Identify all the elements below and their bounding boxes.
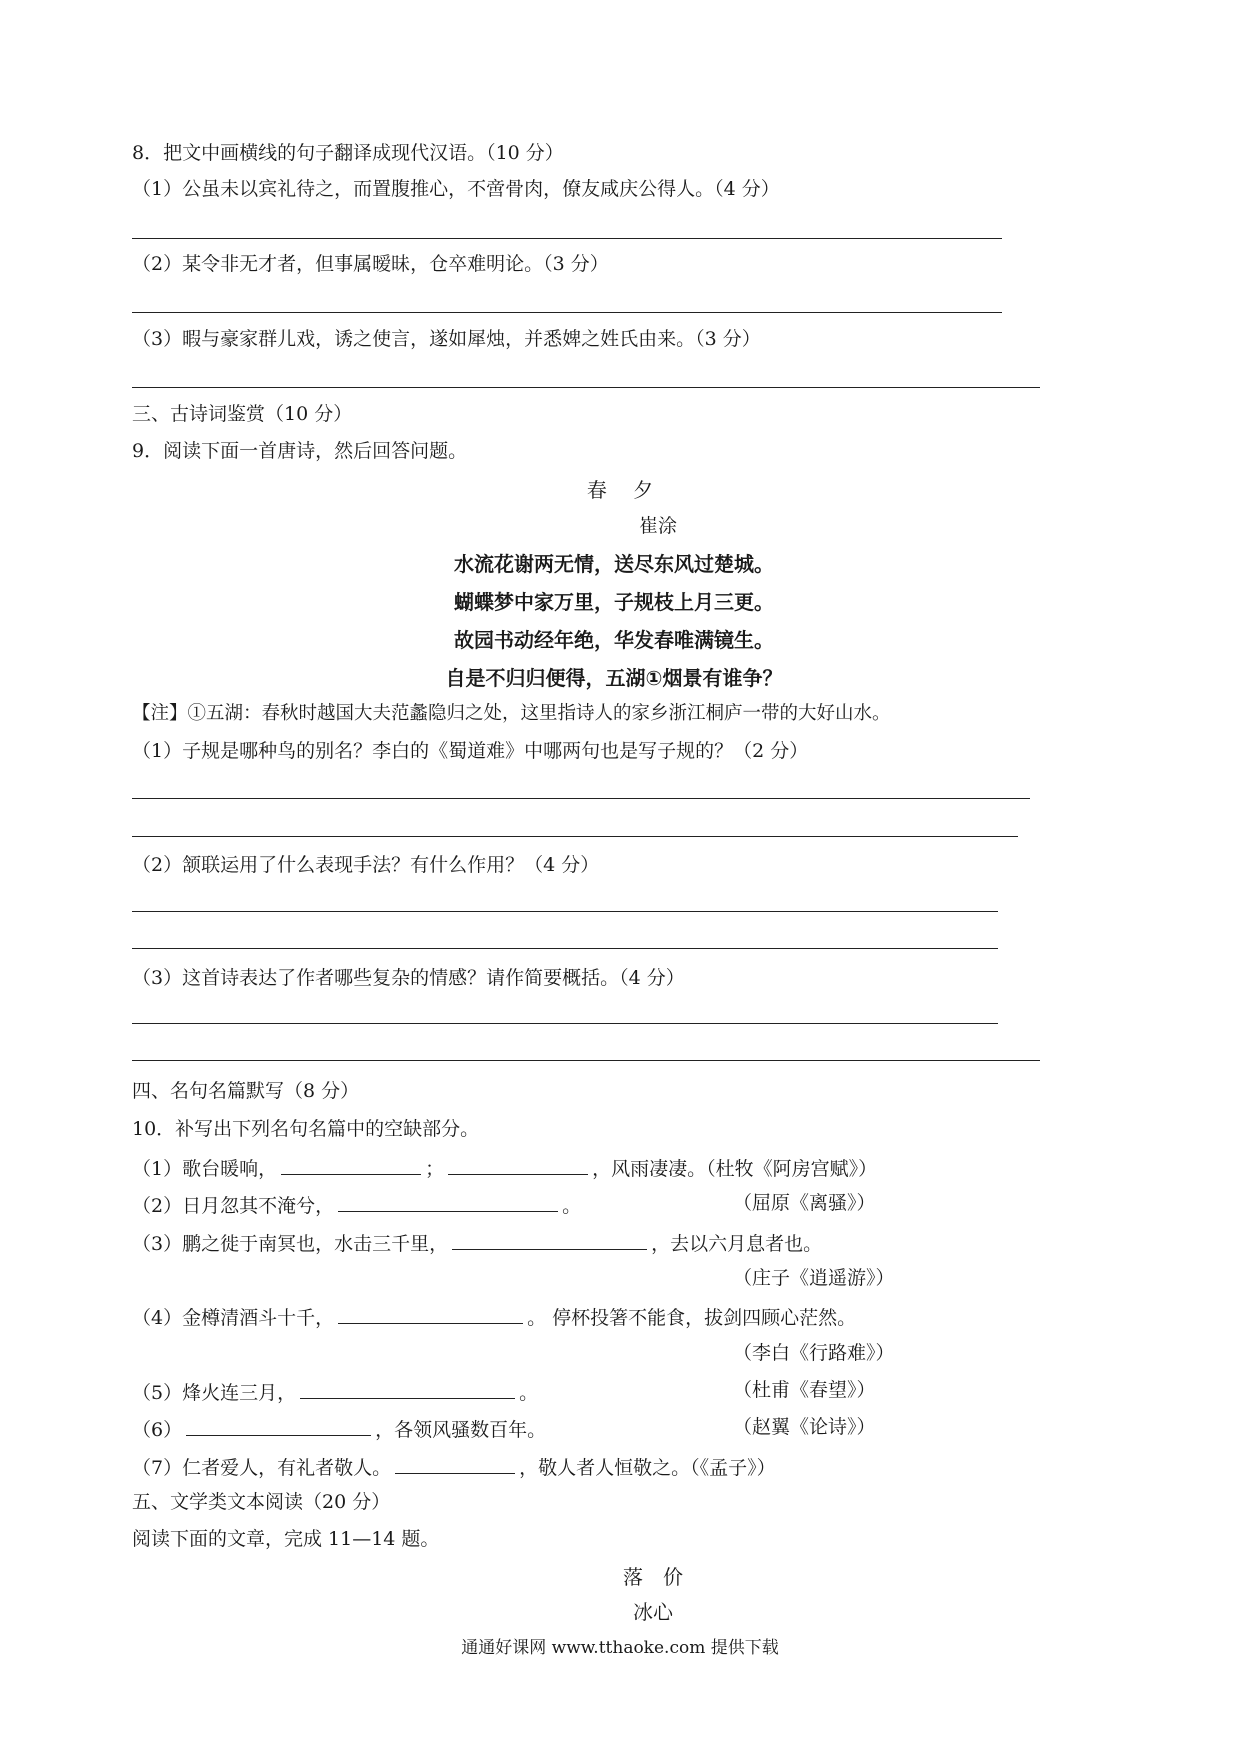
answer-line[interactable] — [132, 798, 1030, 799]
fill-blank[interactable] — [338, 1194, 558, 1212]
answer-line[interactable] — [132, 312, 1002, 313]
section-3-title: 三、古诗词鉴赏（10 分） — [132, 403, 353, 425]
poem-line-3: 故园书动经年绝，华发春唯满镜生。 — [454, 628, 774, 652]
q10-line-1: （1）歌台暖响， ； ，风雨凄凄。（杜牧《阿房宫赋》） — [132, 1158, 878, 1180]
q10-line-5: （5）烽火连三月， 。 — [132, 1382, 539, 1404]
article-author: 冰心 — [633, 1600, 673, 1624]
fill-blank[interactable] — [395, 1456, 515, 1474]
q10-source-4: （李白《行路难》） — [733, 1342, 895, 1364]
poem-note: 【注】①五湖：春秋时越国大夫范蠡隐归之处，这里指诗人的家乡浙江桐庐一带的大好山水。 — [132, 703, 891, 724]
fill-blank[interactable] — [452, 1232, 647, 1250]
answer-line[interactable] — [132, 911, 998, 912]
q9-title: 9．阅读下面一首唐诗，然后回答问题。 — [132, 440, 468, 462]
q10-source-3: （庄子《逍遥游》） — [733, 1267, 895, 1289]
fill-blank[interactable] — [448, 1157, 588, 1175]
q10-source-6: （赵翼《论诗》） — [733, 1416, 876, 1438]
section-4-title: 四、名句名篇默写（8 分） — [132, 1080, 360, 1102]
answer-line[interactable] — [132, 1023, 998, 1024]
q10-source-5: （杜甫《春望》） — [733, 1379, 876, 1401]
q10-line-6: （6） ，各领风骚数百年。 — [132, 1419, 547, 1441]
answer-line[interactable] — [132, 387, 1040, 388]
q9-item-2: （2）颔联运用了什么表现手法？有什么作用？（4 分） — [132, 854, 600, 876]
q9-item-1: （1）子规是哪种鸟的别名？李白的《蜀道难》中哪两句也是写子规的？（2 分） — [132, 740, 809, 762]
q10-line-3: （3）鹏之徙于南冥也，水击三千里， ，去以六月息者也。 — [132, 1233, 823, 1255]
fill-blank[interactable] — [281, 1157, 421, 1175]
q9-item-3: （3）这首诗表达了作者哪些复杂的情感？请作简要概括。（4 分） — [132, 967, 685, 989]
q8-item-3: （3）暇与豪家群儿戏，诱之使言，遂如犀烛，并悉婢之姓氏由来。（3 分） — [132, 328, 761, 350]
fill-blank[interactable] — [338, 1306, 523, 1324]
poem-line-4: 自是不归归便得，五湖①烟景有谁争？ — [445, 666, 783, 690]
poem-author: 崔涂 — [638, 515, 678, 537]
answer-line[interactable] — [132, 836, 1018, 837]
q10-line-2: （2）日月忽其不淹兮， 。 — [132, 1195, 582, 1217]
section-5-title: 五、文学类文本阅读（20 分） — [132, 1491, 391, 1513]
answer-line[interactable] — [132, 238, 1002, 239]
q10-title: 10．补写出下列名句名篇中的空缺部分。 — [132, 1118, 480, 1140]
q8-title: 8．把文中画横线的句子翻译成现代汉语。（10 分） — [132, 142, 564, 164]
q8-item-1: （1）公虽未以宾礼待之，而置腹推心，不啻骨肉，僚友咸庆公得人。（4 分） — [132, 178, 780, 200]
answer-line[interactable] — [132, 1060, 1040, 1061]
poem-title: 春 夕 — [586, 478, 654, 502]
q8-item-2: （2）某令非无才者，但事属暧昧，仓卒难明论。（3 分） — [132, 253, 609, 275]
article-title: 落 价 — [623, 1565, 683, 1589]
q10-source-2: （屈原《离骚》） — [733, 1192, 876, 1214]
q10-line-4: （4）金樽清酒斗十千， 。 停杯投箸不能食，拔剑四顾心茫然。 — [132, 1307, 857, 1329]
poem-line-2: 蝴蝶梦中家万里，子规枝上月三更。 — [454, 590, 774, 614]
answer-line[interactable] — [132, 948, 998, 949]
fill-blank[interactable] — [186, 1418, 371, 1436]
fill-blank[interactable] — [300, 1381, 515, 1399]
page-footer: 通通好课网 www.tthaoke.com 提供下载 — [461, 1638, 779, 1658]
section-5-intro: 阅读下面的文章，完成 11—14 题。 — [132, 1528, 440, 1550]
poem-line-1: 水流花谢两无情，送尽东风过楚城。 — [454, 552, 774, 576]
q10-line-7: （7）仁者爱人，有礼者敬人。 ，敬人者人恒敬之。（《孟子》） — [132, 1457, 776, 1479]
